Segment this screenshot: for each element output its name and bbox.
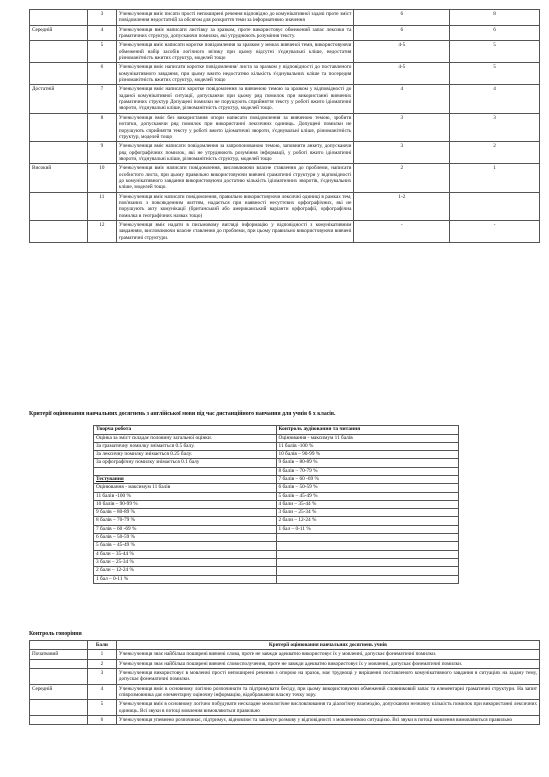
- criteria-cell: Учень\учениця вміє написати повідомлення, висловлюючи власне ставлення до проблеми, написати особистого листа, при цьому правильно використовуючи вивчені граматичні структури у відповідності до комунікативного завдання використовуючи достатню кількість ідіоматичних зворотів, з'єднувальних кліше, моделей тощо.: [116, 164, 354, 192]
- points-cell: 4: [87, 25, 116, 41]
- score-cell-a: 4-5: [354, 41, 450, 63]
- criteria-cell: Учень\учениця вміє в основному логічно розпочинати та підтримувати бесіду, при цьому використовуючи обмежений словниковий запас та елементарні граматичні структури. На запит співрозмовника дає елементарну оціночну інформацію, відображаючи власну точку зору.: [116, 684, 539, 700]
- criteria-cell: Учень\учениця вміє без використання опори написати повідомлення за вивченою темою, зробити нотатки, допускаючи ряд помилок при використанні лексичних одиниць. Допущені помилки не порушують сприйняття тексту у роботі вжито ідіоматичні звороти, з'єднувальні кліше, різноманітність структур, моделей тощо: [116, 113, 354, 141]
- score-cell-b: 2: [450, 142, 540, 164]
- score-cell-a: 4: [354, 85, 450, 113]
- criteria-cell: Учень\учениця знає найбільш поширені вивчені словосполучення, проте не завжди адекватно використовує їх у мовленні, допускає фонематичні помилки.: [116, 659, 539, 668]
- creative-testing-cell: За лексичну помилку знімається 0.25 балу.: [94, 451, 277, 459]
- criteria-cell: Учень\учениця знає найбільш поширені вивчені слова, проте не завжди адекватно використовує їх у мовленні, допускає фонематичні помилки.: [116, 650, 539, 659]
- score-cell-b: 5: [450, 63, 540, 85]
- score-cell-b: 8: [450, 10, 540, 26]
- score-cell-b: [450, 192, 540, 220]
- level-cell: [30, 10, 88, 26]
- score-cell-a: 6: [354, 25, 450, 41]
- listening-reading-cell: 7 балів – 60 -69 %: [276, 475, 459, 483]
- score-cell-b: -: [450, 220, 540, 242]
- table-row: [94, 542, 459, 550]
- level-cell: [30, 142, 88, 164]
- table-row: [30, 41, 540, 63]
- points-cell: 2: [87, 659, 116, 668]
- points-cell: 5: [87, 41, 116, 63]
- creative-testing-cell: 10 балів – 90-99 %: [94, 500, 277, 508]
- criteria-header: Критерії оцінювання навчальних досягнень учнів: [116, 641, 539, 650]
- level-cell: Середній: [30, 25, 88, 41]
- table-row: [30, 220, 540, 242]
- speaking-criteria-table: [29, 640, 540, 725]
- creative-testing-cell: Тестування: [94, 475, 277, 483]
- score-cell-a: 3: [354, 142, 450, 164]
- criteria-cell: Учень\учениця вміє написати листівку за зразком, проте використовує обмежений запас лексики та граматичних структур, допускаючи помилки, які утруднюють розуміння тексту.: [116, 25, 354, 41]
- creative-testing-cell: Оцінювання - максимум 11 балів: [94, 484, 277, 492]
- table-row: [94, 575, 459, 583]
- table-row: [30, 650, 540, 659]
- table-row: [94, 442, 459, 450]
- listening-reading-cell: [276, 558, 459, 566]
- table-row: [94, 517, 459, 525]
- score-cell-a: 6: [354, 10, 450, 26]
- table-row: [30, 192, 540, 220]
- level-cell: [30, 220, 88, 242]
- listening-reading-cell: 5 балів – 45-49 %: [276, 492, 459, 500]
- creative-testing-cell: 11 балів -100 %: [94, 492, 277, 500]
- level-cell: Достатній: [30, 85, 88, 113]
- listening-reading-header: Контроль аудіювання та читання: [276, 426, 459, 435]
- creative-testing-cell: 8 балів – 70-79 %: [94, 517, 277, 525]
- points-cell: 9: [87, 142, 116, 164]
- criteria-cell: Учень\учениця вміє надати в письмовому вигляді інформацію у відповідності з комунікативним завданням, висловлюючи власне ставлення до проблеми, при цьому правильно використовуючи вивчені граматичні структури.: [116, 220, 354, 242]
- table-row: [94, 484, 459, 492]
- creative-testing-cell: 2 бали – 12-24 %: [94, 567, 277, 575]
- level-cell: [30, 41, 88, 63]
- points-cell: 5: [87, 700, 116, 716]
- level-cell: [30, 113, 88, 141]
- criteria-cell: Учень\учениця вміє писати прості непоширені речення відповідно до комунікативної задачі проте зміст повідомлення недостатній за обсягом для розкриття теми за інформативно значення: [116, 10, 354, 26]
- listening-reading-cell: 2 бали – 12-24 %: [276, 517, 459, 525]
- score-cell-a: 1-2: [354, 192, 450, 220]
- creative-testing-cell: За граматичну помилку знімається 0.5 балу.: [94, 442, 277, 450]
- section-heading-6th-grade: Критерії оцінювання навчальних досягнень з англійської мови під час дистанційного навчання для учнів 6 х класів.: [29, 411, 336, 417]
- points-cell: 10: [87, 164, 116, 192]
- creative-testing-cell: [94, 467, 277, 475]
- listening-reading-cell: 8 балів – 70-79 %: [276, 467, 459, 475]
- score-cell-b: 5: [450, 41, 540, 63]
- listening-reading-cell: [276, 542, 459, 550]
- criteria-cell: Учень\учениця використовує в мовленні прості непоширені речення з опорою на зразок, має труднощі у вирішенні поставленого комунікативного завдання в ситуаціях на задану тему, допускає фонематичні помилки.: [116, 669, 539, 685]
- score-cell-a: 2: [354, 164, 450, 192]
- creative-testing-cell: 7 балів – 60 -69 %: [94, 525, 277, 533]
- table-row: [94, 459, 459, 467]
- level-cell: Середній: [30, 684, 88, 700]
- level-cell: [30, 659, 88, 668]
- speaking-control-heading: Контроль говоріння: [29, 631, 82, 637]
- criteria-cell: Учень\учениця упевнено розпочинає, підтримує, відновлює та закінчує розмову у відповідності з мовленнєвою ситуацією. Всі звуки в потоці мовлення вимовляються правильно: [116, 716, 539, 725]
- score-cell-a: -: [354, 220, 450, 242]
- score-cell-b: 4: [450, 85, 540, 113]
- table-row: [94, 550, 459, 558]
- points-cell: 6: [87, 716, 116, 725]
- listening-reading-cell: 11 балів -100 %: [276, 442, 459, 450]
- table-row: [94, 525, 459, 533]
- listening-reading-cell: Оцінювання - максимум 11 балів: [276, 434, 459, 442]
- table-row: [30, 659, 540, 668]
- table-row: [30, 63, 540, 85]
- table-row: [30, 25, 540, 41]
- listening-reading-cell: 3 бали – 25-34 %: [276, 509, 459, 517]
- criteria-cell: Учень\учениця вміє написати коротке повідомлення за вивченою темою за зразком у відповідності до заданої комунікативної ситуації, допускаючи при цьому ряд помилок при використанні вивчених граматичних структур Допущені помилки не порушують сприйняття тексту у роботі вжито ідіоматичні звороти, з'єднувальні кліше, різноманітність структур, моделей тощо.: [116, 85, 354, 113]
- table-row: [30, 669, 540, 685]
- table-row: [30, 684, 540, 700]
- level-header: [30, 641, 88, 650]
- creative-testing-cell: 5 балів – 45-49 %: [94, 542, 277, 550]
- creative-testing-cell: За орфографічну помилку знімається 0.1 балу: [94, 459, 277, 467]
- table-row: [94, 475, 459, 483]
- level-cell: Високий: [30, 164, 88, 192]
- creative-testing-cell: 6 балів – 50-59 %: [94, 534, 277, 542]
- criteria-cell: Учень\учениця вміє написати коротке повідомлення/ листа за зразком у відповідності до поставленого комунікативного завдання, при цьому вжито недостатню кількість з'єднувальних кліше та посередня різноманітність вжитих структур, моделей тощо: [116, 63, 354, 85]
- score-cell-b: 1: [450, 164, 540, 192]
- table-row: [94, 534, 459, 542]
- listening-reading-cell: 4 бали – 35-44 %: [276, 500, 459, 508]
- table-row: [30, 113, 540, 141]
- creative-testing-cell: 4 бали – 35-44 %: [94, 550, 277, 558]
- points-cell: 1: [87, 650, 116, 659]
- listening-reading-cell: [276, 575, 459, 583]
- points-cell: 4: [87, 684, 116, 700]
- points-cell: 11: [87, 192, 116, 220]
- listening-reading-cell: [276, 534, 459, 542]
- table-row: [30, 716, 540, 725]
- points-cell: 7: [87, 85, 116, 113]
- points-cell: 8: [87, 113, 116, 141]
- creative-testing-cell: 3 бали – 25-34 %: [94, 558, 277, 566]
- level-cell: [30, 716, 88, 725]
- criteria-cell: Учень\учениця вміє в основному логічно побудувати нескладне монологічне висловлювання та діалогічну взаємодію, допускаючи незначну кількість помилок при використанні лексичних одиниць. Всі звуки в потоці мовлення вимовляються правильно: [116, 700, 539, 716]
- level-cell: [30, 669, 88, 685]
- table-row: [30, 164, 540, 192]
- points-cell: 6: [87, 63, 116, 85]
- score-cell-b: 3: [450, 113, 540, 141]
- table-row: [94, 467, 459, 475]
- writing-criteria-table: [29, 9, 540, 243]
- listening-reading-cell: 6 балів – 50-59 %: [276, 484, 459, 492]
- table-row: [94, 567, 459, 575]
- level-cell: Початковий: [30, 650, 88, 659]
- level-cell: [30, 192, 88, 220]
- listening-reading-cell: 10 балів – 90-99 %: [276, 451, 459, 459]
- points-header: Бали: [87, 641, 116, 650]
- points-cell: 3: [87, 10, 116, 26]
- score-cell-a: 3: [354, 113, 450, 141]
- level-cell: [30, 700, 88, 716]
- creative-testing-cell: 1 бал – 0-11 %: [94, 575, 277, 583]
- creative-work-header: Творча робота: [94, 426, 277, 435]
- criteria-cell: Учень\учениця вміє написати повідомлення, правильно використовуючи лексичні одиниці в рамках тем, пов'язаних з повсякденним життям, надається при наявності несуттєвих орфографічних, які не порушують акту комунікації (британський або американський варіанти орфографії, орфографічна помилка в географічних назвах тощо): [116, 192, 354, 220]
- table-row: [94, 434, 459, 442]
- criteria-cell: Учень\учениця вміє написати коротке повідомлення за зразком у межах вивченої теми, використовуючи обмежений набір засобів логічного зв'язку при цьому відсутні з'єднувальні кліше, недостатня різноманітність вжитих структур, моделей тощо: [116, 41, 354, 63]
- listening-reading-cell: [276, 567, 459, 575]
- score-cell-a: 4-5: [354, 63, 450, 85]
- level-cell: [30, 63, 88, 85]
- points-cell: 3: [87, 669, 116, 685]
- table-row: [30, 85, 540, 113]
- table-row: [30, 700, 540, 716]
- table-row: [94, 500, 459, 508]
- table-row: [30, 10, 540, 26]
- table-row: [94, 451, 459, 459]
- listening-reading-cell: 1 бал – 0-11 %: [276, 525, 459, 533]
- criteria-cell: Учень\учениця вміє написати повідомлення за запропонованою темою, заповнити анкету, допускаючи ряд орфографічних помилок, які не утруднюють розуміння інформації, у роботі вжито ідіоматичні звороти, з'єднувальні кліше, різноманітність структур, моделей тощо: [116, 142, 354, 164]
- listening-reading-cell: [276, 550, 459, 558]
- table-row: [94, 558, 459, 566]
- creative-testing-cell: 9 балів – 80-89 %: [94, 509, 277, 517]
- score-cell-b: 6: [450, 25, 540, 41]
- table-row: [30, 142, 540, 164]
- points-cell: 12: [87, 220, 116, 242]
- table-row: [94, 509, 459, 517]
- creative-testing-cell: Оцінка за зміст складає половину загальної оцінки.: [94, 434, 277, 442]
- assessment-scale-table: [93, 425, 459, 584]
- table-row: [94, 492, 459, 500]
- listening-reading-cell: 9 балів – 80-89 %: [276, 459, 459, 467]
